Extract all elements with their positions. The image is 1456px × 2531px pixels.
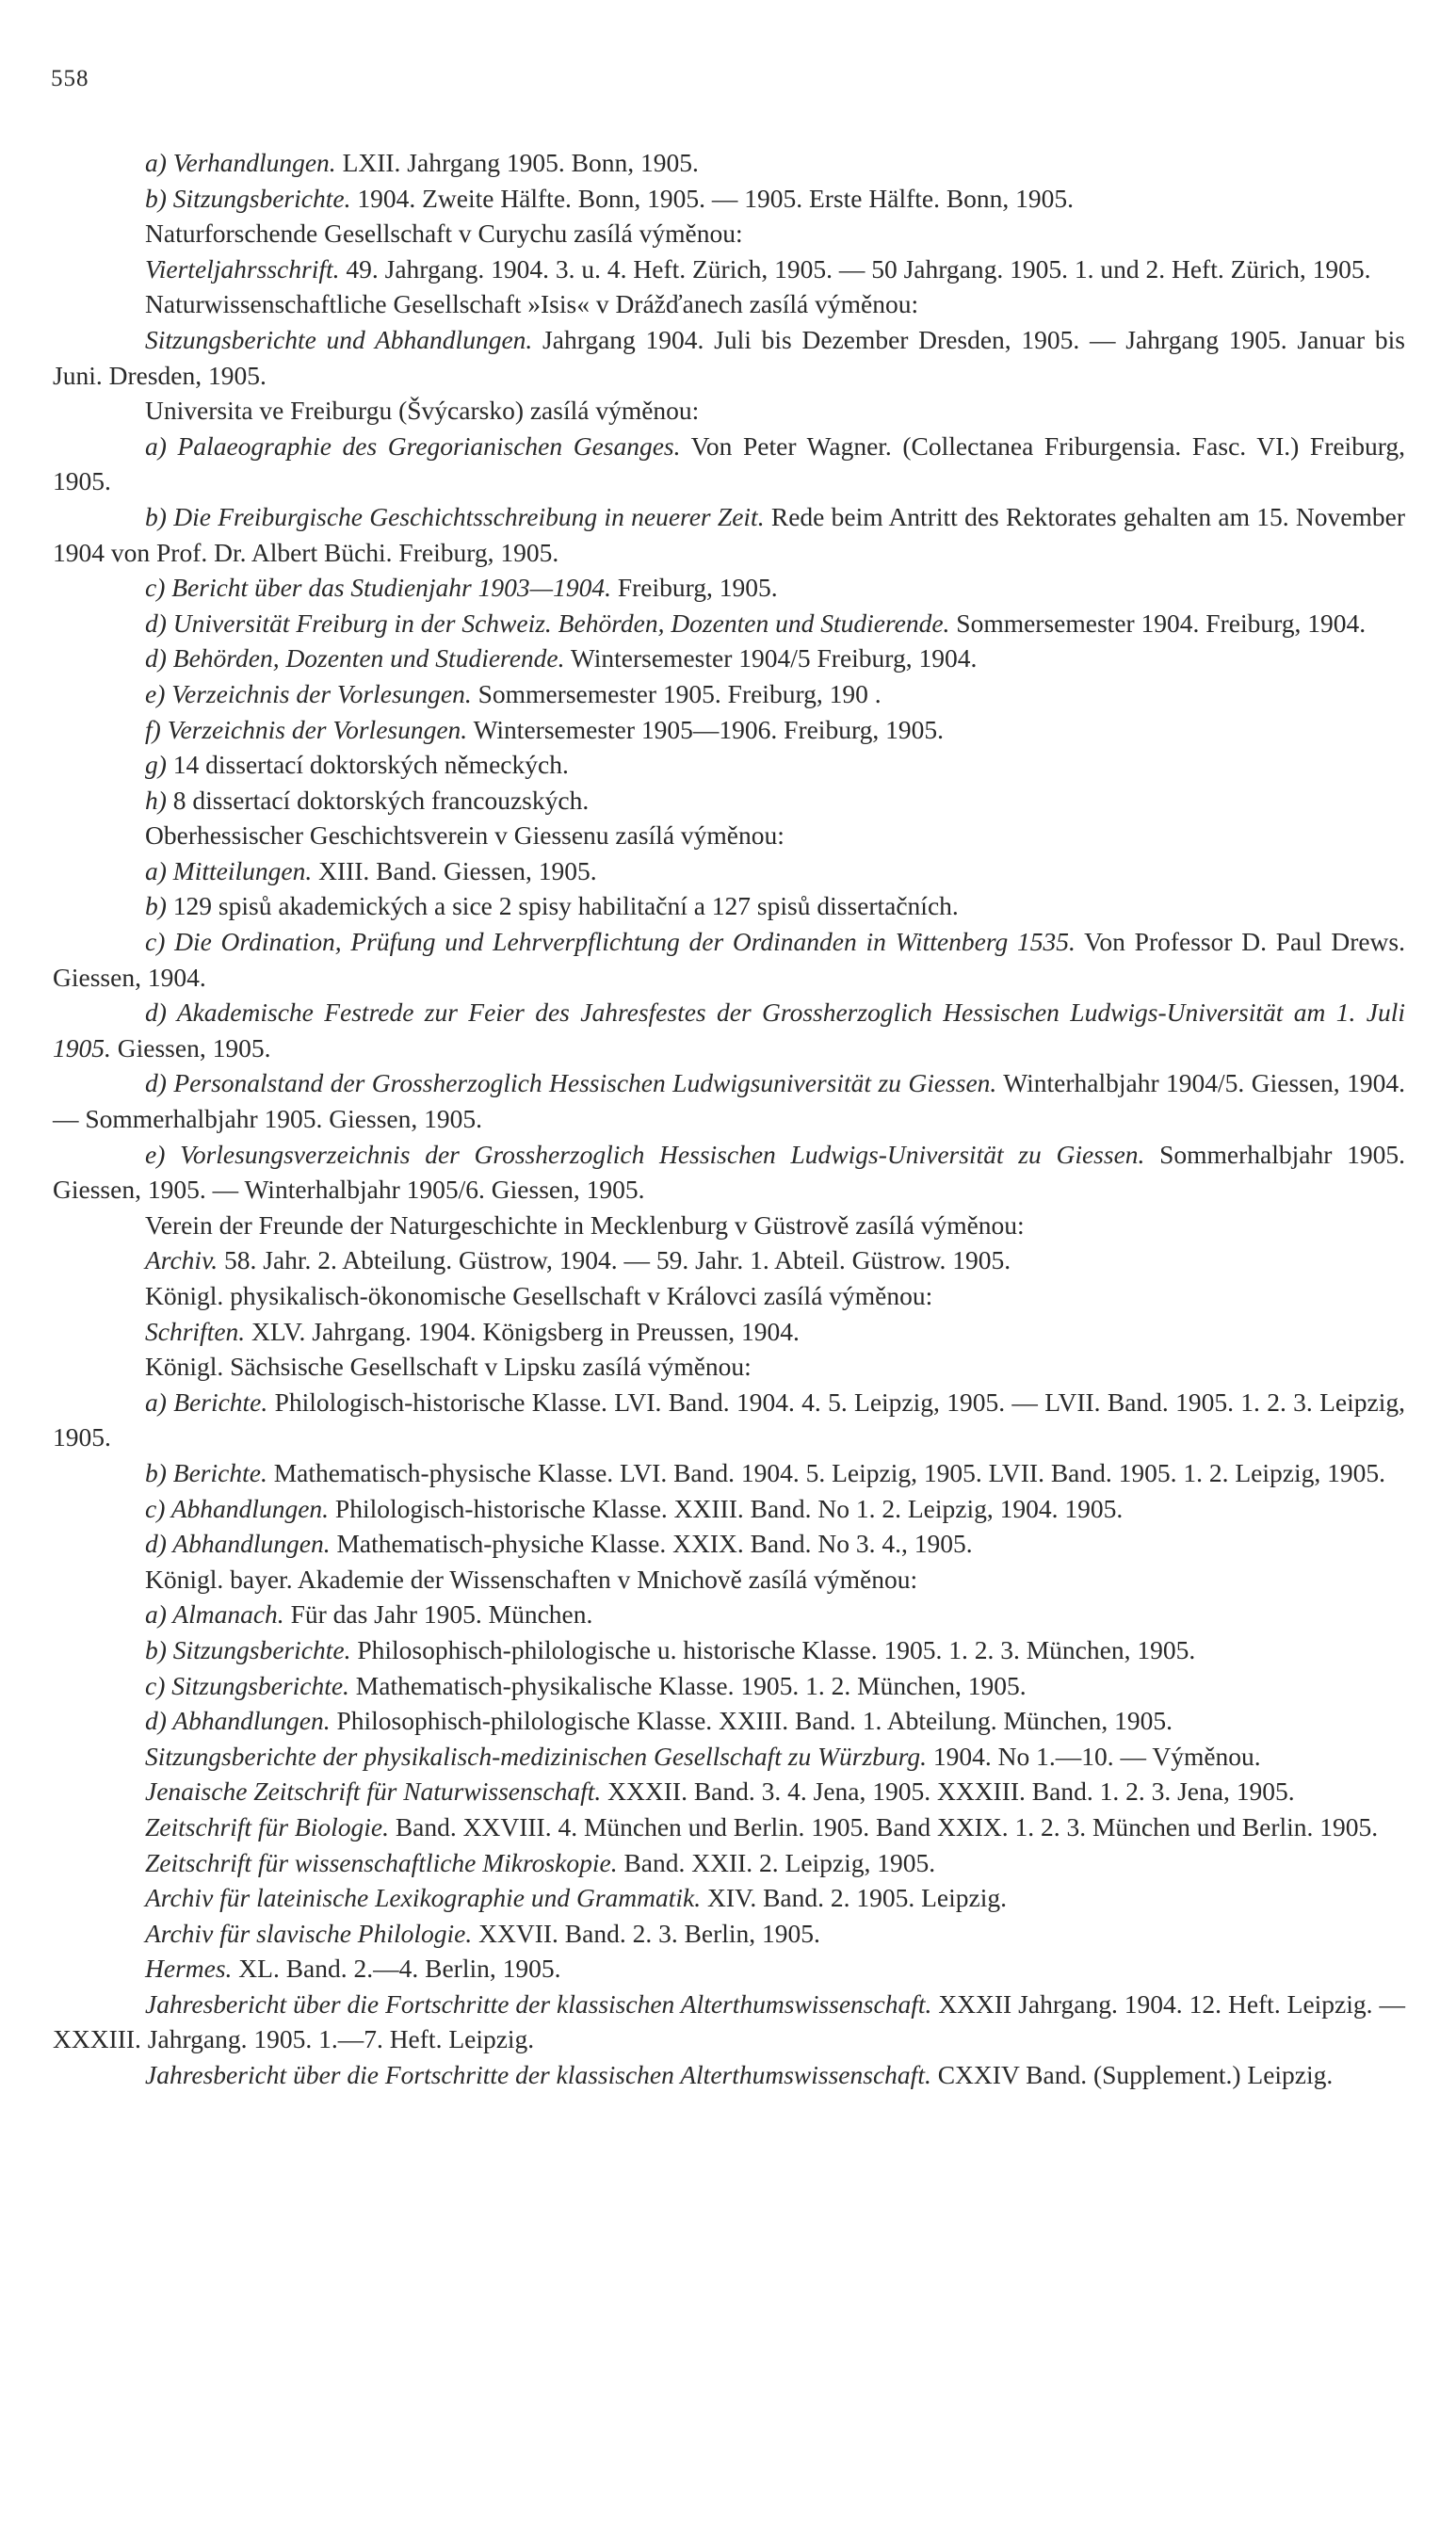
entry-text: 14 dissertací doktorských německých. — [172, 750, 569, 780]
entry-title-text: Universität Freiburg in der Schweiz. Behörden, Dozenten und Studierende. — [172, 608, 950, 638]
entry-text: XIV. Band. 2. 1905. Leipzig. — [701, 1883, 1007, 1913]
entry — [53, 145, 1405, 181]
entry-text: Band. XXII. 2. Leipzig, 1905. — [617, 1847, 936, 1877]
entry-title-text: Abhandlungen. — [172, 1529, 331, 1559]
entry-title-text: b) — [145, 501, 174, 531]
entry — [53, 1987, 1405, 2057]
entry-text: Von Peter Wagner. (Collectanea Friburgensia. Fasc. VI.) Freiburg, 1905. — [53, 430, 1405, 496]
entry-title-text: Berichte. — [173, 1387, 268, 1417]
entry-title-text: Sitzungsberichte. — [171, 1670, 349, 1700]
entry — [53, 1278, 1405, 1314]
entry-title-text: Schriften. — [145, 1316, 246, 1346]
entry — [53, 429, 1405, 499]
entry-title-text: d) — [145, 1068, 174, 1098]
entry-title-text: Sitzungsberichte der physikalisch-medizinischen Gesellschaft zu Würzburg. — [145, 1741, 927, 1771]
entry-title-text: b) — [145, 891, 173, 921]
entry — [53, 1455, 1405, 1491]
entry — [53, 1668, 1405, 1704]
entry-text: 49. Jahrgang. 1904. 3. u. 4. Heft. Zürich, 1905. — 50 Jahrgang. 1905. 1. und 2. Heft. Zürich, 1905. — [339, 253, 1371, 284]
entry-title-text: Sitzungsberichte. — [172, 183, 351, 213]
entry-text: 1904. Zweite Hälfte. Bonn, 1905. — 1905. Erste Hälfte. Bonn, 1905. — [350, 183, 1075, 213]
entry-text: Naturwissenschaftliche Gesellschaft »Isis« v Drážďanech zasílá výměnou: — [145, 289, 919, 319]
entry-title-text: c) — [145, 1493, 171, 1523]
entry-title-text: d) — [145, 608, 173, 638]
entry — [53, 570, 1405, 606]
entry-text: Giessen, 1905. — [110, 1032, 271, 1063]
entry-title-text: a) — [145, 1599, 173, 1630]
entry-text: Mathematisch-physische Klasse. LVI. Band. 1904. 5. Leipzig, 1905. LVII. Band. 1905. 1. 2. Leipzig, 1905. — [267, 1457, 1385, 1487]
entry-title-text: Mitteilungen. — [172, 855, 313, 885]
entry-text: Universita ve Freiburgu (Švýcarsko) zasílá výměnou: — [145, 396, 700, 426]
entry-text: XLV. Jahrgang. 1904. Königsberg in Preussen, 1904. — [245, 1316, 800, 1346]
entry-title-text: c) — [145, 573, 172, 603]
entry-title-text: Die Freiburgische Geschichtsschreibung in neuerer Zeit. — [173, 501, 765, 531]
entry-title-text: Archiv für lateinische Lexikographie und Grammatik. — [145, 1883, 702, 1913]
entry-text: Sommersemester 1904. Freiburg, 1904. — [949, 608, 1367, 638]
entry-title-text: d) — [145, 1706, 173, 1736]
entry — [53, 1491, 1405, 1527]
entry — [53, 322, 1405, 393]
entry-text: Königl. Sächsische Gesellschaft v Lipsku zasílá výměnou: — [145, 1352, 752, 1382]
entry — [53, 216, 1405, 251]
entry-title-text: Sitzungsberichte und Abhandlungen. — [145, 324, 533, 354]
entry-text: 129 spisů akademických a sice 2 spisy habilitační a 127 spisů dissertačních. — [172, 891, 959, 921]
entry-title-text: Almanach. — [172, 1599, 284, 1630]
entry-title-text: Vierteljahrsschrift. — [145, 253, 340, 284]
entry-text: Freiburg, 1905. — [610, 573, 778, 603]
entry — [53, 1632, 1405, 1668]
entry — [53, 1916, 1405, 1952]
entry — [53, 1137, 1405, 1208]
page-number: 558 — [51, 66, 89, 91]
entry-title-text: Vorlesungsverzeichnis der Grossherzoglich Hessischen Ludwigs-Universität zu Giessen. — [180, 1139, 1145, 1169]
entry-title-text: a) — [145, 855, 173, 885]
entry — [53, 888, 1405, 924]
entry-title-text: Berichte. — [172, 1457, 267, 1487]
entry-title-text: Abhandlungen. — [170, 1493, 330, 1523]
entry — [53, 181, 1405, 217]
entry — [53, 1562, 1405, 1598]
entry-title-text: g) — [145, 750, 173, 780]
entry-text: LXII. Jahrgang 1905. Bonn, 1905. — [335, 148, 699, 177]
entry-title-text: Sitzungsberichte. — [172, 1634, 351, 1664]
entry-title-text: Archiv für slavische Philologie. — [145, 1918, 473, 1948]
entry-text: Philologisch-historische Klasse. XXIII. Band. No 1. 2. Leipzig, 1904. 1905. — [329, 1493, 1124, 1523]
entry-title-text: Verhandlungen. — [172, 148, 336, 177]
entry-title-text: b) — [145, 1634, 173, 1664]
entry-title-text: Jenaische Zeitschrift für Naturwissenschaft. — [145, 1777, 602, 1807]
entry — [53, 924, 1405, 995]
entry-text: XL. Band. 2.—4. Berlin, 1905. — [232, 1954, 561, 1984]
entry — [53, 1065, 1405, 1136]
entry — [53, 995, 1405, 1065]
entry — [53, 286, 1405, 322]
entry-text: Verein der Freunde der Naturgeschichte in Mecklenburg v Güstrově zasílá výměnou: — [145, 1209, 1025, 1240]
entry-title-text: Hermes. — [145, 1954, 233, 1984]
entry-text: Jahrgang 1904. Juli bis Dezember Dresden, 1905. — Jahrgang 1905. Januar bis Juni. Dresden, 1905. — [53, 324, 1405, 390]
entry-title-text: Personalstand der Grossherzoglich Hessischen Ludwigsuniversität zu Giessen. — [173, 1068, 997, 1098]
entry — [53, 1242, 1405, 1278]
entry — [53, 1703, 1405, 1739]
entry — [53, 393, 1405, 429]
entry — [53, 853, 1405, 889]
entry-text: 58. Jahr. 2. Abteilung. Güstrow, 1904. — 59. Jahr. 1. Abteil. Güstrow. 1905. — [218, 1245, 1011, 1275]
document-body — [53, 145, 1405, 2093]
entry-text: Königl. bayer. Akademie der Wissenschaften v Mnichově zasílá výměnou: — [145, 1564, 918, 1594]
entry — [53, 1880, 1405, 1916]
entry — [53, 1739, 1405, 1775]
entry — [53, 1809, 1405, 1845]
entry — [53, 1774, 1405, 1809]
entry-title-text: f) — [145, 714, 168, 744]
entry — [53, 2057, 1405, 2093]
entry-text: Winterhalbjahr 1904/5. Giessen, 1904. — Sommerhalbjahr 1905. Giessen, 1905. — [53, 1068, 1406, 1134]
entry-title-text: Archiv. — [145, 1245, 218, 1275]
entry-text: XIII. Band. Giessen, 1905. — [312, 855, 597, 885]
entry-text: XXXII Jahrgang. 1904. 12. Heft. Leipzig. — XXXIII. Jahrgang. 1905. 1.—7. Heft. Leipzig. — [53, 1988, 1405, 2054]
entry-title-text: Verzeichnis der Vorlesungen. — [171, 678, 472, 708]
entry-title-text: e) — [145, 1139, 181, 1169]
entry-text: 1904. No 1.—10. — Výměnou. — [926, 1741, 1261, 1771]
entry-title-text: d) — [145, 998, 177, 1028]
entry-text: Philosophisch-philologische Klasse. XXIII. Band. 1. Abteilung. München, 1905. — [330, 1706, 1173, 1736]
entry-text: Sommerhalbjahr 1905. Giessen, 1905. — Winterhalbjahr 1905/6. Giessen, 1905. — [53, 1139, 1405, 1205]
entry — [53, 783, 1405, 819]
entry — [53, 712, 1405, 748]
entry-title-text: Zeitschrift für wissenschaftliche Mikroskopie. — [145, 1847, 618, 1877]
entry-title-text: Zeitschrift für Biologie. — [145, 1811, 389, 1841]
entry — [53, 1845, 1405, 1881]
entry-title-text: Verzeichnis der Vorlesungen. — [167, 714, 468, 744]
entry-title-text: a) — [145, 148, 173, 177]
entry-text: Rede beim Antritt des Rektorates gehalten am 15. November 1904 von Prof. Dr. Albert Büchi. Freiburg, 1905. — [53, 501, 1405, 567]
entry-text: Wintersemester 1905—1906. Freiburg, 1905. — [467, 714, 944, 744]
entry — [53, 1597, 1405, 1632]
entry-text: Philologisch-historische Klasse. LVI. Band. 1904. 4. 5. Leipzig, 1905. — LVII. Band. 1905. 1. 2. 3. Leipzig, 1905. — [53, 1387, 1405, 1452]
entry-title-text: Behörden, Dozenten und Studierende. — [172, 643, 565, 673]
entry-title-text: e) — [145, 678, 172, 708]
entry-text: Von Professor D. Paul Drews. Giessen, 1904. — [53, 927, 1405, 992]
entry-text: Königl. physikalisch-ökonomische Gesellschaft v Královci zasílá výměnou: — [145, 1281, 933, 1310]
entry — [53, 1314, 1405, 1350]
entry-title-text: Akademische Festrede zur Feier des Jahresfestes der Grossherzoglich Hessischen Ludwigs-Universität am 1. Juli 1905. — [53, 998, 1405, 1063]
entry-title-text: Bericht über das Studienjahr 1903—1904. — [171, 573, 611, 603]
entry — [53, 1208, 1405, 1243]
entry-title-text: a) — [145, 1387, 174, 1417]
entry — [53, 499, 1405, 570]
entry-text: Für das Jahr 1905. München. — [283, 1599, 593, 1630]
entry — [53, 1349, 1405, 1385]
entry-title-text: Abhandlungen. — [172, 1706, 331, 1736]
entry — [53, 1526, 1405, 1562]
entry-text: Naturforschende Gesellschaft v Curychu zasílá výměnou: — [145, 219, 743, 249]
entry-text: CXXIV Band. (Supplement.) Leipzig. — [930, 2060, 1334, 2090]
entry-text: XXXII. Band. 3. 4. Jena, 1905. XXXIII. Band. 1. 2. 3. Jena, 1905. — [601, 1777, 1295, 1807]
entry-text: Wintersemester 1904/5 Freiburg, 1904. — [564, 643, 978, 673]
entry — [53, 641, 1405, 676]
entry-text: XXVII. Band. 2. 3. Berlin, 1905. — [472, 1918, 820, 1948]
entry-title-text: Jahresbericht über die Fortschritte der klassischen Alterthumswissenschaft. — [145, 1988, 932, 2019]
entry-title-text: Jahresbericht über die Fortschritte der klassischen Alterthumswissenschaft. — [145, 2060, 931, 2090]
entry-text: Sommersemester 1905. Freiburg, 190 . — [471, 678, 882, 708]
entry-title-text: a) — [145, 430, 178, 461]
entry — [53, 1385, 1405, 1455]
entry-title-text: d) — [145, 643, 173, 673]
entry-title-text: b) — [145, 1457, 173, 1487]
entry-title-text: Palaeographie des Gregorianischen Gesanges. — [177, 430, 681, 461]
entry — [53, 1951, 1405, 1987]
entry-text: Mathematisch-physikalische Klasse. 1905. 1. 2. München, 1905. — [348, 1670, 1027, 1700]
entry — [53, 747, 1405, 783]
entry-text: 8 dissertací doktorských francouzských. — [172, 785, 590, 815]
entry-text: Oberhessischer Geschichtsverein v Giessenu zasílá výměnou: — [145, 820, 785, 851]
entry-text: Mathematisch-physiche Klasse. XXIX. Band. No 3. 4., 1905. — [330, 1529, 973, 1559]
entry-title-text: c) — [145, 927, 175, 957]
entry — [53, 251, 1405, 287]
entry-title-text: c) — [145, 1670, 172, 1700]
entry-title-text: b) — [145, 183, 173, 213]
entry-text: Philosophisch-philologische u. historische Klasse. 1905. 1. 2. 3. München, 1905. — [350, 1634, 1196, 1664]
entry-title-text: h) — [145, 785, 173, 815]
entry — [53, 676, 1405, 712]
entry — [53, 606, 1405, 641]
entry-title-text: d) — [145, 1529, 173, 1559]
entry — [53, 818, 1405, 853]
entry-text: Band. XXVIII. 4. München und Berlin. 1905. Band XXIX. 1. 2. 3. München und Berlin. 1905. — [388, 1811, 1379, 1841]
entry-title-text: Die Ordination, Prüfung und Lehrverpflichtung der Ordinanden in Wittenberg 1535. — [174, 927, 1076, 957]
